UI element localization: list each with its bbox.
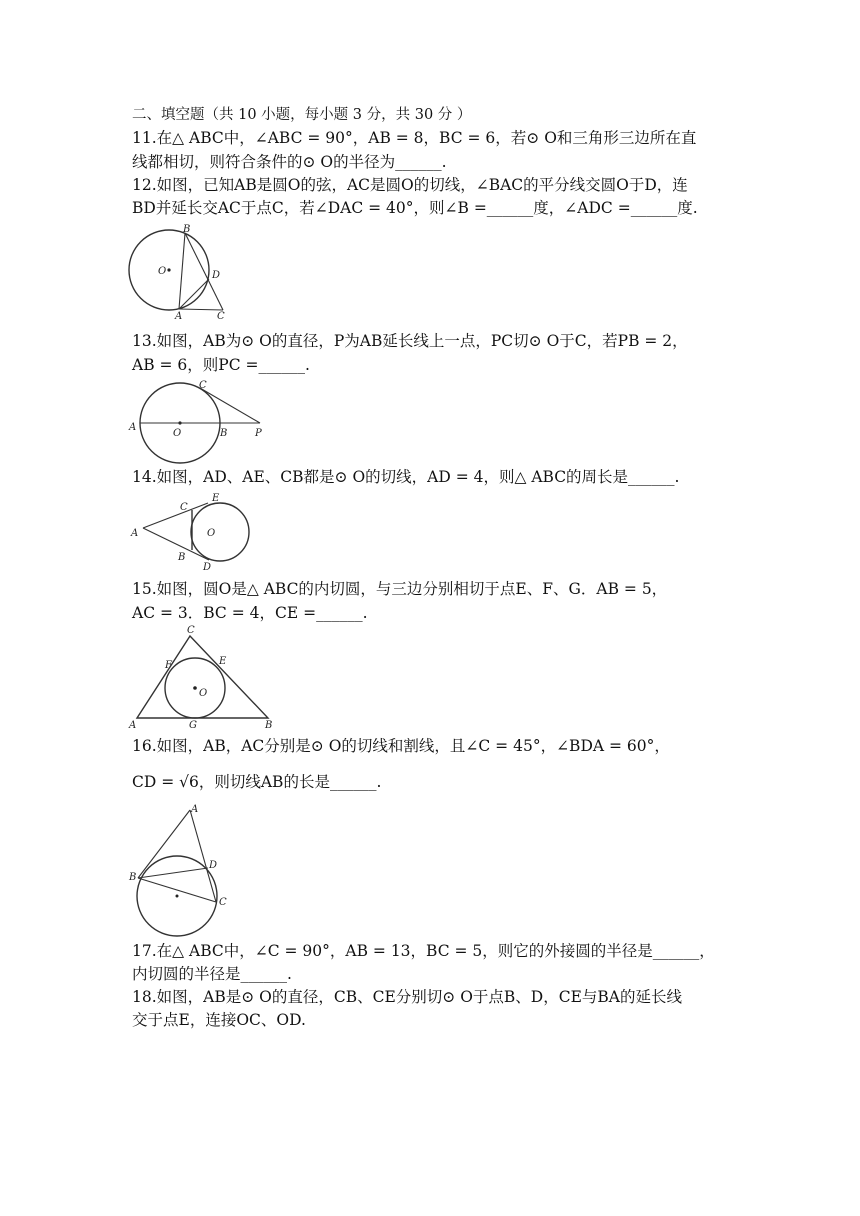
q11-line2: 线都相切，则符合条件的⊙ O的半径为______. <box>132 153 447 171</box>
q14-circle <box>191 503 249 561</box>
q18-line1: 18.如图，AB是⊙ O的直径，CB、CE分别切⊙ O于点B、D，CE与BA的延长线 <box>132 988 682 1006</box>
q12-label-b: B <box>183 224 191 235</box>
q13-label-b: B <box>220 428 228 439</box>
q12-tangent-ac <box>179 309 223 310</box>
q12-label-c: C <box>217 311 225 322</box>
q15-triangle <box>137 636 268 718</box>
q15-label-c: C <box>187 625 195 636</box>
q15-figure <box>125 624 280 732</box>
q12-line2: BD并延长交AC于点C，若∠DAC = 40°，则∠B =______度，∠ADC =______度. <box>132 199 698 217</box>
q17-line2: 内切圆的半径是______. <box>132 965 292 983</box>
q14-label-c: C <box>180 502 188 513</box>
q15-center-dot <box>193 686 197 690</box>
q16-label-a: A <box>191 804 199 815</box>
q14-label-o: O <box>207 528 216 539</box>
q14-figure <box>125 490 255 575</box>
q13-label-o: O <box>173 428 182 439</box>
q15-label-f: F <box>165 660 172 671</box>
q12-label-d: D <box>212 270 221 281</box>
q16-center-dot <box>176 895 179 898</box>
q16-line1: 16.如图，AB，AC分别是⊙ O的切线和割线，且∠C = 45°，∠BDA = 60°， <box>132 737 670 755</box>
q12-line1: 12.如图，已知AB是圆O的弦，AC是圆O的切线，∠BAC的平分线交圆O于D，连 <box>132 176 688 194</box>
q15-label-e: E <box>219 656 227 667</box>
q15-line1: 15.如图，圆O是△ ABC的内切圆，与三边分别相切于点E、F、G．AB = 5， <box>132 580 668 598</box>
q12-label-o: O <box>158 266 167 277</box>
q12-line-ad <box>179 279 209 309</box>
q15-label-b: B <box>265 720 273 731</box>
q13-line2: AB = 6，则PC =______. <box>132 356 310 374</box>
q16-line-bc <box>138 878 216 902</box>
q16-line2: CD = √6，则切线AB的长是______. <box>132 773 382 791</box>
q13-label-c: C <box>199 380 207 391</box>
q14-tangent-ad <box>143 528 209 560</box>
q12-center-dot <box>167 268 170 271</box>
q12-label-a: A <box>175 311 183 322</box>
q11-line1: 11.在△ ABC中，∠ABC = 90°，AB = 8，BC = 6，若⊙ O和三角形三边所在直 <box>132 129 697 147</box>
q14-tangent-ae <box>143 503 208 528</box>
q13-label-a: A <box>129 422 137 433</box>
q18-line2: 交于点E，连接OC、OD. <box>132 1011 306 1029</box>
q14-label-d: D <box>203 562 212 573</box>
q15-label-g: G <box>189 720 197 731</box>
q16-figure <box>125 802 240 942</box>
q16-line-bd <box>138 868 208 878</box>
q12-chord-ab <box>179 233 185 309</box>
q13-figure <box>125 378 275 443</box>
q14-line1: 14.如图，AD、AE、CB都是⊙ O的切线，AD = 4，则△ ABC的周长是______. <box>132 468 680 486</box>
q12-figure <box>125 222 235 322</box>
q16-label-c: C <box>219 897 227 908</box>
q13-tangent-pc <box>200 388 260 423</box>
q17-line1: 17.在△ ABC中，∠C = 90°，AB = 13，BC = 5，则它的外接圆的半径是______， <box>132 942 715 960</box>
q14-label-e: E <box>212 493 220 504</box>
q16-label-d: D <box>209 860 218 871</box>
section-title: 二、填空题（共 10 小题，每小题 3 分，共 30 分 ） <box>132 107 472 123</box>
q16-tangent-ab <box>138 810 190 878</box>
q16-label-b: B <box>129 872 137 883</box>
q15-line2: AC = 3．BC = 4，CE =______. <box>132 604 368 622</box>
q16-secant-ac <box>190 810 216 902</box>
q14-label-a: A <box>131 528 139 539</box>
q13-label-p: P <box>255 428 262 439</box>
q14-label-b: B <box>178 552 186 563</box>
q15-label-o: O <box>199 688 208 699</box>
q13-line1: 13.如图，AB为⊙ O的直径，P为AB延长线上一点，PC切⊙ O于C，若PB = 2， <box>132 332 688 350</box>
q15-label-a: A <box>129 720 137 731</box>
